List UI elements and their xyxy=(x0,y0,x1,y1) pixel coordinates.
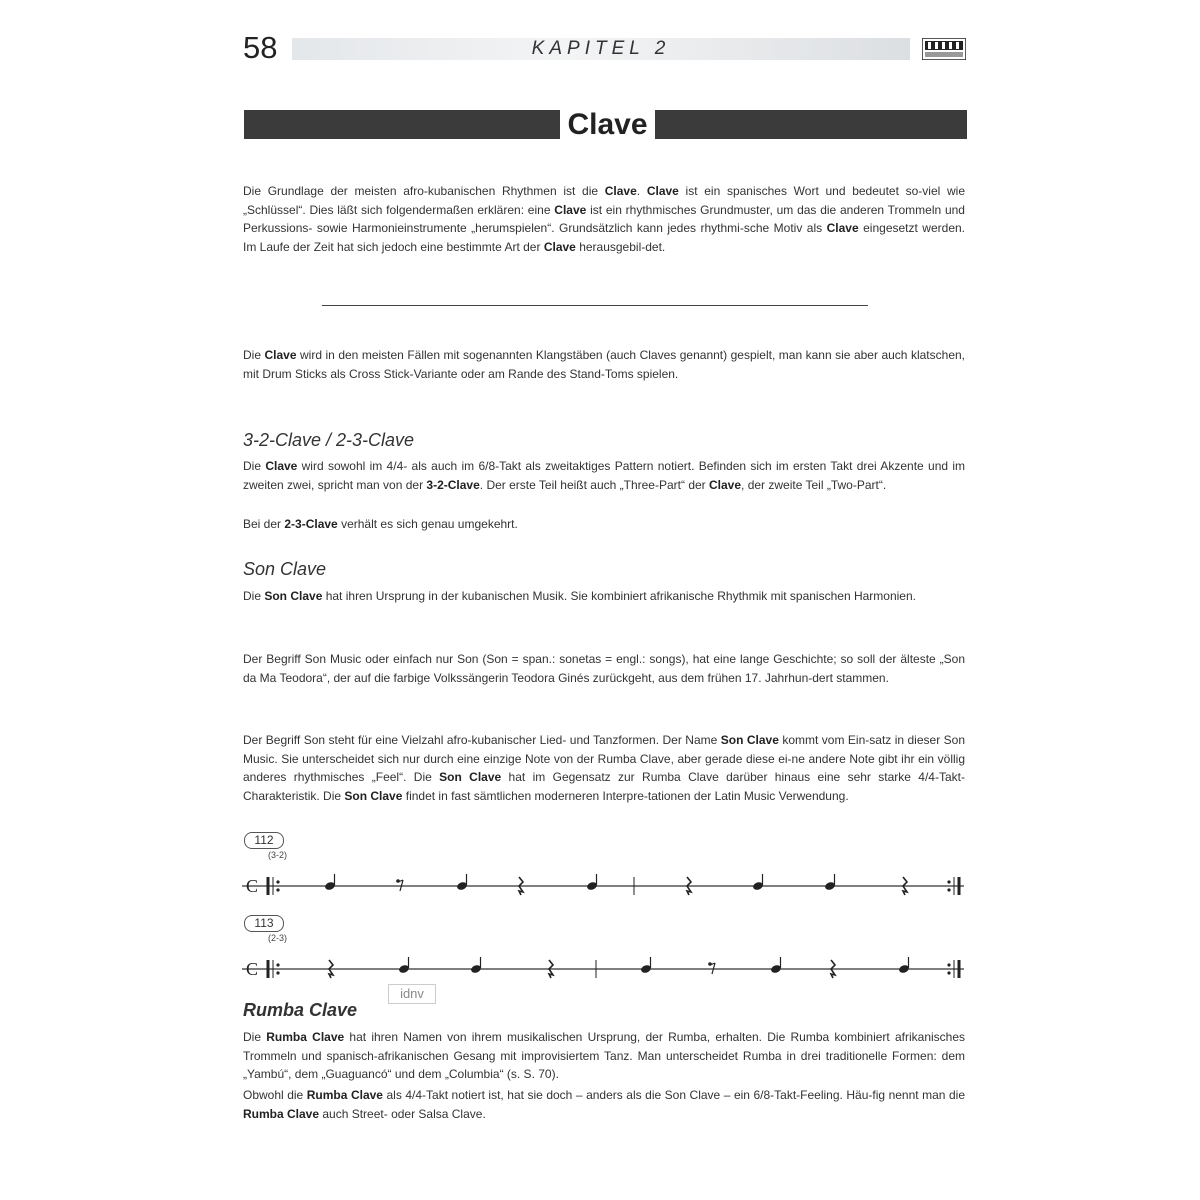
rumba-paragraph-1: Die Rumba Clave hat ihren Namen von ihrem musikalischen Ursprung, der Rumba, erhalten. Die Rumba kombiniert afrikanisches Trommeln und spanisch-afrikanischen Gesang mit improvisiertem Tanz. Man unterscheidet Rumba in drei traditionelle Formen: dem „Yambú“, dem „Guaguancó“ und dem „Columbia“ (s. S. 70). xyxy=(243,1030,966,1081)
repeat-dot xyxy=(947,880,950,883)
rhythm-staff xyxy=(242,874,967,898)
quarter-note xyxy=(752,874,764,891)
two-three-paragraph: Bei der 2-3-Clave verhält es sich genau umgekehrt. xyxy=(243,517,518,531)
repeat-dot xyxy=(276,880,279,883)
example-number: 113 xyxy=(244,915,284,932)
three-two-paragraph: Die Clave wird sowohl im 4/4- als auch im 6/8-Takt als zweitaktiges Pattern notiert. Befinden sich im ersten Takt drei Akzente und im zweiten zwei, spricht man von der 3-2-Clave. Der erste Teil heißt auch „Three-Part“ der Clave, der zweite Teil „Two-Part“. xyxy=(243,459,966,492)
eighth-note xyxy=(770,957,789,974)
chapter-label: KAPITEL 2 xyxy=(531,38,671,59)
playing-paragraph: Die Clave wird in den meisten Fällen mit sogenannten Klangstäben (auch Claves genannt) gespielt, man kann sie aber auch klatschen, mit Drum Sticks als Cross Stick-Variante oder am Rande des Stand-Toms spielen. xyxy=(243,348,966,381)
example-variant: (3-2) xyxy=(268,850,288,860)
page-title: Clave xyxy=(567,108,648,141)
repeat-dot xyxy=(947,888,950,891)
subheading-rumba-clave: Rumba Clave xyxy=(243,1000,358,1020)
bold-term: Clave xyxy=(543,239,576,254)
bold-term: Son Clave xyxy=(720,733,779,747)
quarter-note xyxy=(324,874,336,891)
rumba-paragraph-2: Obwohl die Rumba Clave als 4/4-Takt notiert ist, hat sie doch – anders als die Son Clave – ein 6/8-Takt-Feeling. Häu-fig nennt man die Rumba Clave auch Street- oder Salsa Clave. xyxy=(243,1088,965,1121)
quarter-note xyxy=(824,874,836,891)
bold-term: 3-2-Clave xyxy=(426,477,480,492)
section-divider xyxy=(322,305,868,306)
example-variant: (2-3) xyxy=(268,933,288,943)
son-paragraph-1: Die Son Clave hat ihren Ursprung in der kubanischen Musik. Sie kombiniert afrikanische Rhythmik mit spanischen Harmonien. xyxy=(243,589,916,603)
bold-term: Son Clave xyxy=(264,589,323,603)
bold-term: Clave xyxy=(646,184,679,198)
publisher-logo xyxy=(922,38,966,60)
bold-term: Clave xyxy=(265,459,298,473)
eighth-note xyxy=(456,874,475,891)
intro-paragraph: Die Grundlage der meisten afro-kubanischen Rhythmen ist die Clave. Clave ist ein spanisches Wort und bedeutet so-viel wie „Schlüssel“. Dies läßt sich folgendermaßen erklären: eine Clave ist ein rhythmisches Grundmuster, um das die anderen Trommeln und Perkussions- sowie Harmonieinstrumente „herumspielen“. Grundsätzlich kann jedes rhythmi-sche Motiv als Clave eingesetzt werden. Im Laufe der Zeit hat sich jedoch eine bestimmte Art der Clave herausgebil-det. xyxy=(243,184,965,254)
repeat-dot xyxy=(276,963,279,966)
rhythm-staff xyxy=(242,957,967,981)
repeat-dot xyxy=(276,971,279,974)
quarter-note xyxy=(586,874,598,891)
title-bar-left xyxy=(244,110,560,139)
title-bar-right xyxy=(655,110,967,139)
chapter-header-band xyxy=(292,38,910,60)
repeat-dot xyxy=(947,971,950,974)
bold-term: Clave xyxy=(604,184,637,198)
subheading-three-two: 3-2-Clave / 2-3-Clave xyxy=(243,430,415,450)
quarter-note xyxy=(398,957,410,974)
bold-term: Son Clave xyxy=(344,788,403,803)
bold-term: Rumba Clave xyxy=(243,1106,320,1121)
subheading-son-clave: Son Clave xyxy=(243,559,327,579)
bold-term: Rumba Clave xyxy=(306,1088,383,1102)
repeat-dot xyxy=(947,963,950,966)
eighth-rest xyxy=(708,962,715,974)
example-number: 112 xyxy=(244,832,284,849)
bold-term: Clave xyxy=(554,202,587,217)
son-paragraph-2: Der Begriff Son Music oder einfach nur Son (Son = span.: sonetas = engl.: songs), hat eine lange Geschichte; so soll der älteste „Son da Ma Teodora“, der auf die farbige Volkssängerin Teodora Ginés zurückgeht, aus dem frühen 17. Jahrhun-dert stammen. xyxy=(243,652,965,685)
quarter-note xyxy=(470,957,482,974)
bold-term: Clave xyxy=(709,477,742,492)
repeat-dot xyxy=(276,888,279,891)
bold-term: Clave xyxy=(264,348,297,362)
bold-term: 2-3-Clave xyxy=(284,517,338,531)
bold-term: Rumba Clave xyxy=(266,1030,345,1044)
quarter-note xyxy=(898,957,910,974)
quarter-note xyxy=(640,957,652,974)
bold-term: Clave xyxy=(826,221,859,235)
time-signature: C xyxy=(246,959,259,979)
watermark-label: idnv xyxy=(388,984,436,1004)
time-signature: C xyxy=(246,876,259,896)
son-paragraph-3: Der Begriff Son steht für eine Vielzahl afro-kubanischer Lied- und Tanzformen. Der Name Son Clave kommt vom Ein-satz in dieser Son Music. Sie unterscheidet sich nur durch eine einzige Note von der Rumba Clave, aber gerade diese ei-ne andere Note gibt ihr ein völlig anderes rhythmisches „Feel“. Die Son Clave hat im Gegensatz zur Rumba Clave darüber hinaus eine sehr starke 4/4-Takt-Charakteristik. Die Son Clave findet in fast sämtlichen moderneren Interpre-tationen der Latin Music Verwendung. xyxy=(243,733,965,803)
eighth-rest xyxy=(396,879,403,891)
page-number: 58 xyxy=(243,30,278,65)
bold-term: Son Clave xyxy=(439,770,502,784)
